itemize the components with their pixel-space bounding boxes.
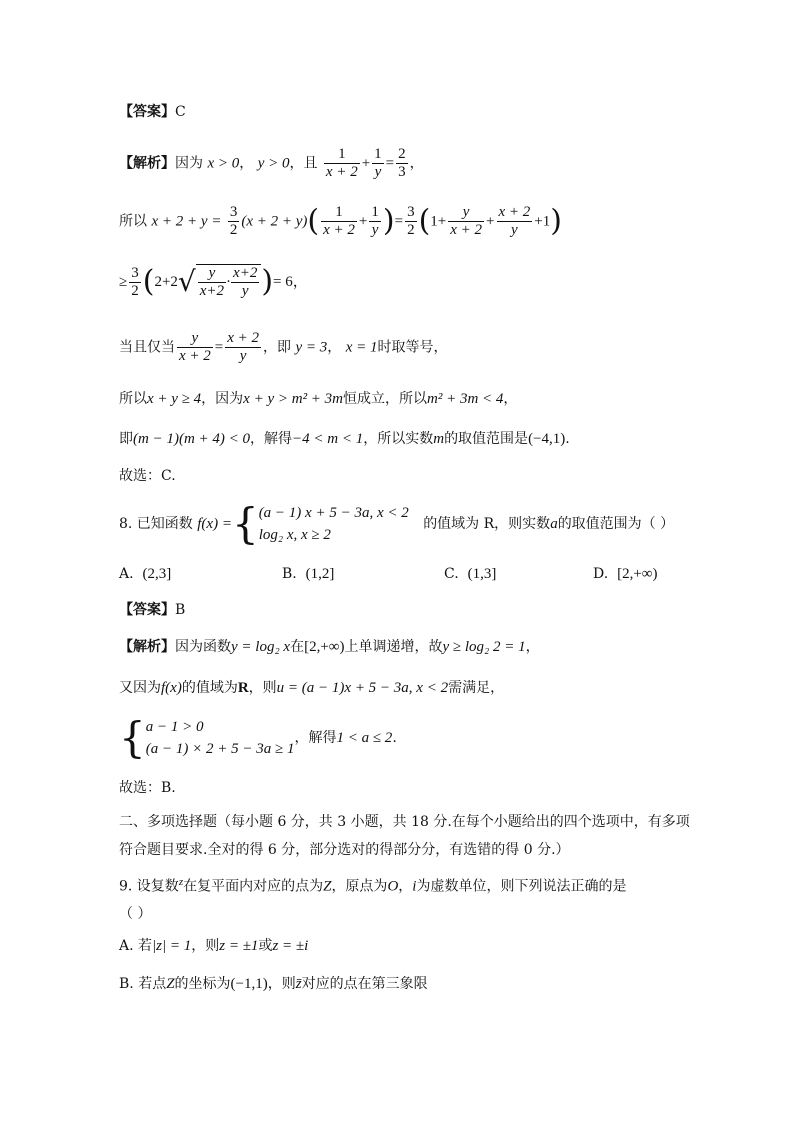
option-d	[593, 564, 658, 584]
q8-system	[119, 713, 397, 762]
math: x > 0	[207, 155, 240, 172]
fraction: $\frac{3}{2}$	[131, 264, 139, 299]
math: −4 < m < 1	[292, 431, 364, 447]
q7-answer-line	[119, 102, 186, 122]
inequality-2: (a − 1) × 2 + 5 − 3a ≥ 1	[145, 741, 295, 757]
q7-analysis-line-1: 【解析】因为 x > 0， y > 0，且 $\frac{1}{x + 2}$ + $\frac{1}{y}$ = $\frac{2}{3}$ ，	[119, 146, 424, 180]
text: 所以	[119, 213, 147, 230]
text: .	[565, 431, 570, 447]
math: y > 0	[257, 155, 290, 172]
math: ≥	[119, 274, 128, 290]
fraction: $\frac{3}{2}$	[407, 204, 415, 238]
fraction: $\frac{2}{3}$	[398, 146, 406, 180]
text: ，则	[191, 938, 220, 954]
fraction: $\frac{x + 2}{y}$	[498, 204, 531, 238]
option-b	[282, 564, 334, 584]
section2-line-2: 符合题目要求.全对的得 6 分，部分选对的得部分分，有选错的得 0 分.）	[119, 842, 570, 858]
radical: $\frac{y}{x+2}$ · $\frac{x+2}{y}$	[196, 264, 262, 300]
math: z̄	[295, 976, 302, 992]
analysis-tag: 【解析】	[119, 155, 175, 172]
option-label: A. 若	[119, 938, 153, 954]
answer-tag: 【答案】	[119, 602, 175, 618]
math: u = (a − 1)x + 5 − 3a, x < 2	[276, 680, 449, 696]
math: y ≥ log₂ 2 = 1	[442, 639, 526, 655]
math: y = log₂ x	[231, 639, 291, 655]
text: 又因为	[119, 680, 161, 696]
option-c	[444, 564, 496, 584]
case-1: (a − 1) x + 5 − 3a, x < 2	[258, 505, 409, 521]
text: ，所以实数	[363, 431, 434, 447]
q7-conclusion: 故选：C.	[119, 468, 176, 484]
q9-option-a	[119, 936, 308, 956]
text: 对应的点在第三象限	[301, 976, 428, 992]
text: 因为	[175, 155, 203, 172]
option-value: (2,3]	[142, 566, 172, 582]
fraction: $\frac{1}{y}$	[371, 204, 379, 238]
text: ，且	[289, 155, 318, 172]
text: ，	[503, 391, 518, 407]
q7-analysis-line-2: 所以 x + 2 + y = $\frac{3}{2}$ (x + 2 + y)( $\frac{1}{x + 2}$ + $\frac{1}{y}$ )= $\frac{3}{2}$ (1+ $\frac{y}{x + 2}$ + $\frac{x + 2}{y}$ +1)	[119, 203, 562, 239]
math: i	[412, 878, 417, 895]
text: ，原点为	[331, 878, 388, 895]
text: 上单调递增，故	[344, 639, 443, 655]
math: O	[387, 878, 399, 895]
math: 1 < a ≤ 2	[336, 730, 393, 746]
q8-analysis-line-1	[119, 637, 540, 657]
q7-analysis-line-4: 当且仅当 $\frac{y}{x + 2}$ = $\frac{x + 2}{y}$ ，即 y = 3， x = 1时取等号，	[119, 330, 448, 364]
fraction: $\frac{3}{2}$	[229, 204, 238, 238]
option-a	[119, 564, 171, 584]
text: 9. 设复数	[119, 878, 179, 895]
math: y = 3	[295, 339, 328, 356]
text: 的值域为	[181, 680, 238, 696]
q8-stem: 8. 已知函数 f(x) ={ (a − 1) x + 5 − 3a, x < 2 log₂ x, x ≥ 2 的值域为 R，则实数a的取值范围为（ ）	[119, 499, 675, 548]
text: ，	[327, 339, 342, 356]
fraction: $\frac{1}{y}$	[374, 146, 382, 180]
inequality-1: a − 1 > 0	[145, 719, 204, 735]
text: ，	[398, 878, 413, 895]
math: (m − 1)(m + 4) < 0	[133, 431, 251, 447]
q9-stem	[119, 872, 626, 897]
text: 当且仅当	[119, 339, 175, 356]
q7-analysis-line-5	[119, 389, 517, 409]
analysis-tag: 【解析】	[119, 639, 175, 655]
case-2: log₂ x, x ≥ 2	[258, 527, 331, 543]
text: ，则	[267, 976, 296, 992]
fraction: $\frac{1}{x + 2}$	[325, 146, 358, 180]
math: x + y > m² + 3m	[243, 391, 344, 407]
text: ，	[409, 155, 424, 172]
math: (−4,1)	[528, 431, 566, 447]
math: Z	[166, 976, 175, 992]
math: m	[433, 431, 445, 447]
math: z = ±1	[219, 938, 259, 954]
answer-value: C	[175, 104, 186, 120]
answer-tag: 【答案】	[119, 104, 175, 120]
text: ，解得	[250, 431, 293, 447]
math: = 6，	[273, 274, 308, 290]
q8-answer-line	[119, 600, 185, 620]
text: ，则	[248, 680, 277, 696]
text: 因为函数	[175, 639, 231, 655]
text: 在	[290, 639, 305, 655]
text: 的值域为 R，则实数	[423, 516, 551, 532]
piecewise-definition: { (a − 1) x + 5 − 3a, x < 2 log₂ x, x ≥ 2	[231, 499, 409, 548]
math: z = ±i	[272, 938, 309, 954]
fraction: $\frac{1}{x + 2}$	[323, 204, 355, 238]
text: ，解得	[294, 730, 337, 746]
option-label: C.	[444, 566, 459, 582]
text: ，	[525, 639, 540, 655]
option-value: (1,2]	[305, 566, 335, 582]
text: 时取等号，	[377, 339, 448, 356]
q9-paren: （ ）	[119, 906, 152, 922]
q8-analysis-line-2	[119, 678, 504, 698]
text: 8. 已知函数	[119, 516, 193, 532]
q7-analysis-line-3: ≥ $\frac{3}{2}$ (2+2√ $\frac{y}{x+2}$ · $\frac{x+2}{y}$ )= 6，	[119, 264, 308, 299]
option-value: (1,3]	[467, 566, 497, 582]
math: m² + 3m < 4	[427, 391, 504, 407]
math: |z| = 1	[152, 938, 192, 954]
option-label: A.	[119, 566, 134, 582]
text: 需满足，	[448, 680, 505, 696]
text: .	[392, 730, 397, 746]
math: z	[178, 876, 184, 888]
math: (−1,1)	[230, 976, 268, 992]
text: 所以	[119, 391, 147, 407]
math: Z	[323, 878, 332, 895]
text: ，	[239, 155, 254, 172]
text: ，即	[263, 339, 292, 356]
option-label: B. 若点	[119, 976, 167, 992]
math: [2,+∞)	[304, 639, 345, 655]
option-value: [2,+∞)	[617, 566, 658, 582]
system-of-inequalities: { a − 1 > 0 (a − 1) × 2 + 5 − 3a ≥ 1	[119, 713, 295, 762]
text: ，因为	[201, 391, 244, 407]
fraction: $\frac{y}{x + 2}$	[450, 204, 483, 238]
text: 即	[119, 431, 133, 447]
math: R	[237, 680, 249, 696]
math: f(x)	[161, 680, 182, 696]
q9-option-b	[119, 974, 428, 994]
q8-conclusion: 故选：B.	[119, 780, 176, 796]
fraction: $\frac{x + 2}{y}$	[227, 330, 260, 364]
text: 的取值范围是	[444, 431, 529, 447]
option-label: D.	[593, 566, 609, 582]
text: 为虚数单位，则下列说法正确的是	[416, 878, 627, 895]
math: x + y ≥ 4	[147, 391, 202, 407]
option-label: B.	[282, 566, 297, 582]
fraction: $\frac{y}{x + 2}$	[179, 330, 211, 364]
text: 在复平面内对应的点为	[183, 878, 324, 895]
text: 的坐标为	[174, 976, 231, 992]
text: 或	[258, 938, 273, 954]
math: a	[550, 516, 558, 532]
math: x = 1	[345, 339, 378, 356]
answer-value: B	[175, 602, 186, 618]
text: 的取值范围为（ ）	[557, 516, 675, 532]
section2-line-1: 二、多项选择题（每小题 6 分，共 3 小题，共 18 分.在每个小题给出的四个选项中，有多项	[119, 814, 690, 830]
q7-analysis-line-6	[119, 429, 570, 449]
text: 恒成立，所以	[343, 391, 428, 407]
